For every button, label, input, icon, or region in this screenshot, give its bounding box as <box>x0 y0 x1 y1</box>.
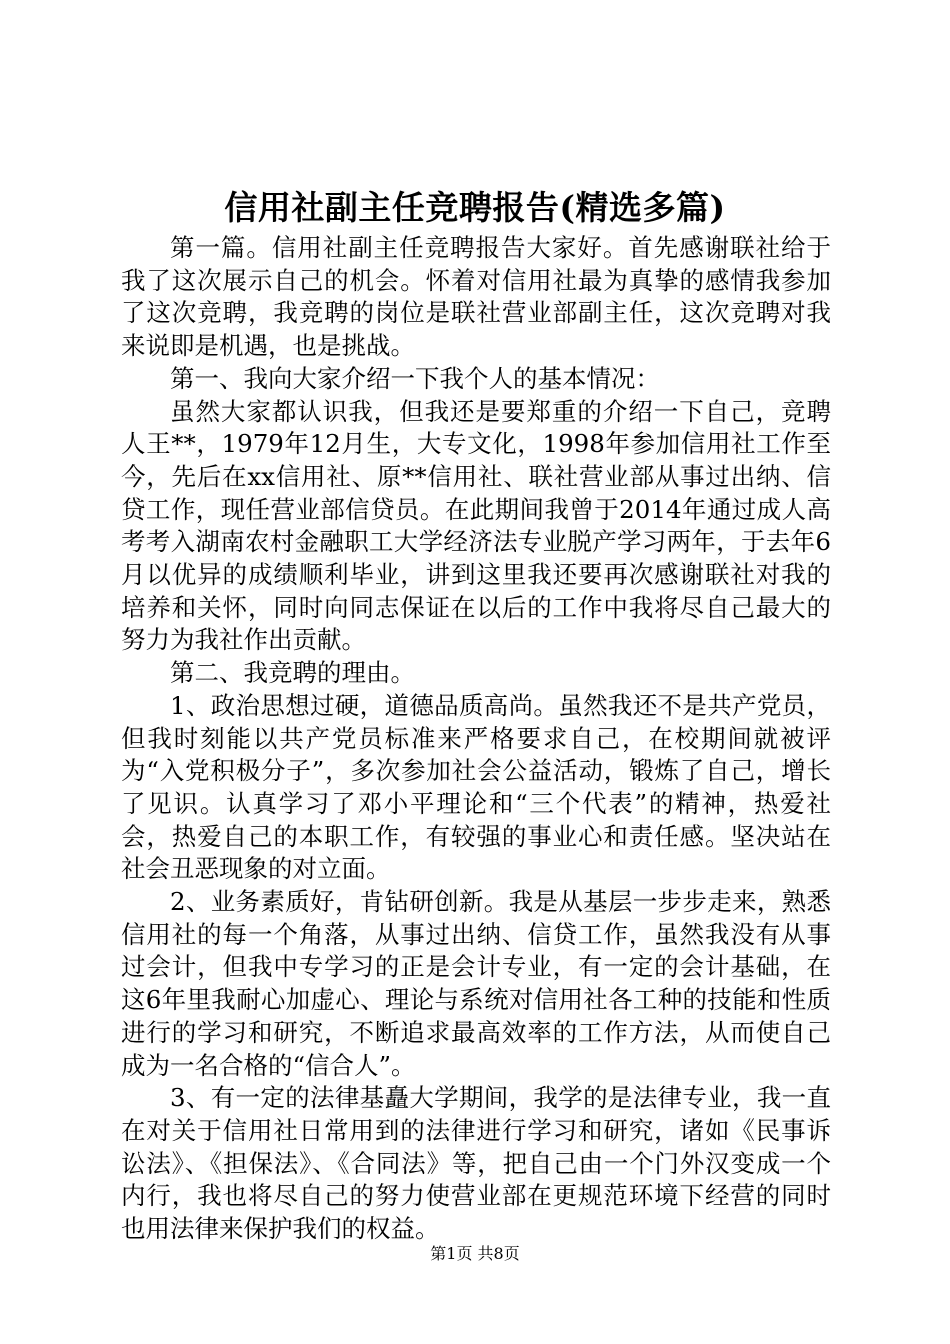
page-number-footer: 第1页 共8页 <box>430 1244 520 1263</box>
paragraph-reason-1: 1、政治思想过硬，道德品质高尚。虽然我还不是共产党员，但我时刻能以共产党员标准来严格要求自己，在校期间就被评为“入党积极分子”，多次参加社会公益活动，锻炼了自己，增长了见识。认真学习了邓小平理论和“三个代表”的精神，热爱社会，热爱自己的本职工作，有较强的事业心和责任感。坚决站在社会丑恶现象的对立面。 <box>121 690 831 884</box>
document-title: 信用社副主任竞聘报告(精选多篇) <box>224 188 726 227</box>
paragraph-heading-reasons: 第二、我竞聘的理由。 <box>170 658 415 688</box>
paragraph-intro: 第一篇。信用社副主任竞聘报告大家好。首先感谢联社给于我了这次展示自己的机会。怀着对信用社最为真挚的感情我参加了这次竞聘，我竞聘的岗位是联社营业部副主任，这次竞聘对我来说即是机遇，也是挑战。 <box>121 233 831 361</box>
document-body <box>121 232 831 1246</box>
paragraph-reason-2: 2、业务素质好，肯钻研创新。我是从基层一步步走来，熟悉信用社的每一个角落，从事过出纳、信贷工作，虽然我没有从事过会计，但我中专学习的正是会计专业，有一定的会计基础，在这6年里我耐心加虚心、理论与系统对信用社各工种的技能和性质进行的学习和研究，不断追求最高效率的工作方法，从而使自己成为一名合格的“信合人”。 <box>121 887 831 1080</box>
paragraph-heading-basic-info: 第一、我向大家介绍一下我个人的基本情况： <box>170 363 660 393</box>
paragraph-reason-3: 3、有一定的法律基矗大学期间，我学的是法律专业，我一直在对关于信用社日常用到的法律进行学习和研究，诸如《民事诉讼法》、《担保法》、《合同法》等，把自己由一个门外汉变成一个内行，我也将尽自己的努力使营业部在更规范环境下经营的同时也用法律来保护我们的权益。 <box>121 1083 831 1244</box>
paragraph-basic-info: 虽然大家都认识我，但我还是要郑重的介绍一下自己，竞聘人王**，1979年12月生，大专文化，1998年参加信用社工作至今，先后在xx信用社、原**信用社、联社营业部从事过出纳、信贷工作，现任营业部信贷员。在此期间我曾于2014年通过成人高考考入湖南农村金融职工大学经济法专业脱产学习两年，于去年6月以优异的成绩顺利毕业，讲到这里我还要再次感谢联社对我的培养和关怀，同时向同志保证在以后的工作中我将尽自己最大的努力为我社作出贡献。 <box>121 396 831 655</box>
